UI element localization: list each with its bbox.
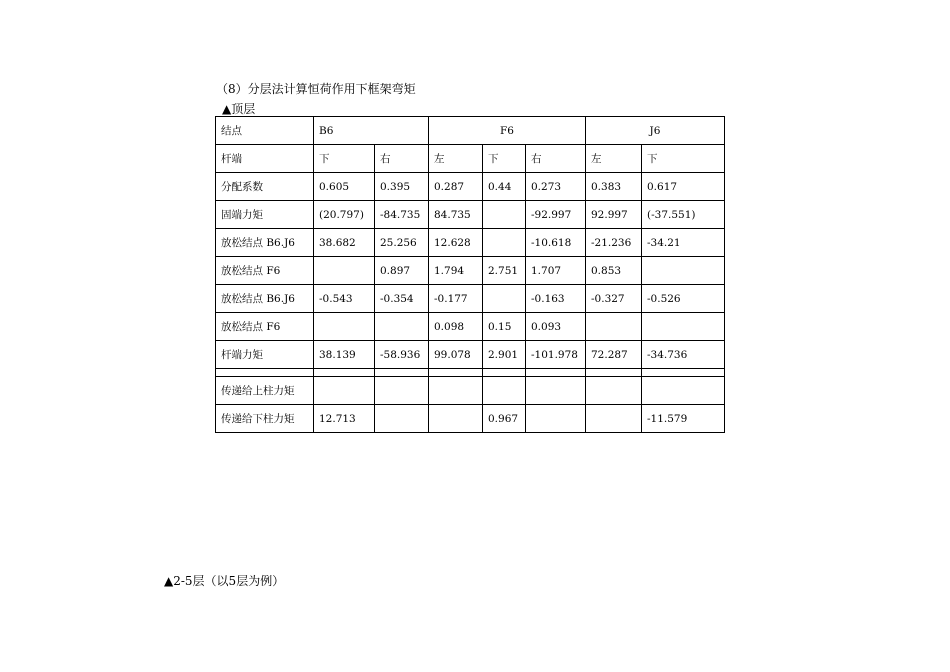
value-cell: [586, 405, 642, 433]
value-cell: [642, 257, 725, 285]
table-row: [216, 377, 725, 405]
moment-distribution-table: [215, 116, 725, 433]
value-cell: 下: [483, 145, 526, 173]
table-row: [216, 257, 725, 285]
value-cell: -0.327: [586, 285, 642, 313]
value-cell: [586, 377, 642, 405]
value-cell: 下: [642, 145, 725, 173]
value-cell: [314, 369, 375, 377]
table-row: [216, 229, 725, 257]
value-cell: -0.354: [375, 285, 429, 313]
value-cell: -11.579: [642, 405, 725, 433]
value-cell: 0.605: [314, 173, 375, 201]
value-cell: 左: [429, 145, 483, 173]
table-row: [216, 173, 725, 201]
table-row: [216, 145, 725, 173]
row-label-cell: 放松结点 B6.J6: [216, 285, 314, 313]
value-cell: -92.997: [526, 201, 586, 229]
table-header-row: [216, 117, 725, 145]
value-cell: 0.273: [526, 173, 586, 201]
header-cell-b6: B6: [314, 117, 429, 145]
value-cell: (20.797): [314, 201, 375, 229]
value-cell: 0.098: [429, 313, 483, 341]
table-row: [216, 285, 725, 313]
value-cell: -0.526: [642, 285, 725, 313]
value-cell: 下: [314, 145, 375, 173]
value-cell: (-37.551): [642, 201, 725, 229]
section-heading: （8）分层法计算恒荷作用下框架弯矩: [216, 82, 416, 96]
value-cell: [429, 377, 483, 405]
row-label-cell: [216, 369, 314, 377]
value-cell: -0.163: [526, 285, 586, 313]
row-label-cell: 分配系数: [216, 173, 314, 201]
table-row: [216, 201, 725, 229]
value-cell: 0.617: [642, 173, 725, 201]
value-cell: -34.21: [642, 229, 725, 257]
value-cell: 0.287: [429, 173, 483, 201]
row-label-cell: 杆端: [216, 145, 314, 173]
value-cell: 38.139: [314, 341, 375, 369]
floors-2-5-heading: ▲2-5层（以5层为例）: [164, 574, 285, 588]
header-cell-f6: F6: [429, 117, 586, 145]
value-cell: -21.236: [586, 229, 642, 257]
value-cell: 1.707: [526, 257, 586, 285]
row-label-cell: 放松结点 F6: [216, 313, 314, 341]
value-cell: [586, 369, 642, 377]
value-cell: [375, 313, 429, 341]
header-cell-node: 结点: [216, 117, 314, 145]
value-cell: [483, 377, 526, 405]
value-cell: -34.736: [642, 341, 725, 369]
value-cell: 左: [586, 145, 642, 173]
value-cell: [642, 369, 725, 377]
value-cell: 0.15: [483, 313, 526, 341]
value-cell: [586, 313, 642, 341]
value-cell: [429, 405, 483, 433]
table-row: [216, 369, 725, 377]
value-cell: 右: [526, 145, 586, 173]
value-cell: 99.078: [429, 341, 483, 369]
value-cell: [483, 229, 526, 257]
value-cell: 0.093: [526, 313, 586, 341]
value-cell: 2.751: [483, 257, 526, 285]
value-cell: [375, 405, 429, 433]
value-cell: 25.256: [375, 229, 429, 257]
value-cell: [642, 377, 725, 405]
value-cell: 0.967: [483, 405, 526, 433]
value-cell: 12.713: [314, 405, 375, 433]
value-cell: [375, 377, 429, 405]
row-label-cell: 杆端力矩: [216, 341, 314, 369]
value-cell: 84.735: [429, 201, 483, 229]
value-cell: [314, 257, 375, 285]
value-cell: [314, 377, 375, 405]
row-label-cell: 放松结点 B6.J6: [216, 229, 314, 257]
value-cell: -101.978: [526, 341, 586, 369]
value-cell: [483, 285, 526, 313]
value-cell: [375, 369, 429, 377]
top-floor-subheading: ▲顶层: [222, 102, 256, 116]
table-row: [216, 313, 725, 341]
value-cell: [483, 369, 526, 377]
row-label-cell: 放松结点 F6: [216, 257, 314, 285]
value-cell: -10.618: [526, 229, 586, 257]
row-label-cell: 传递给上柱力矩: [216, 377, 314, 405]
value-cell: 92.997: [586, 201, 642, 229]
value-cell: 0.853: [586, 257, 642, 285]
value-cell: 2.901: [483, 341, 526, 369]
value-cell: [526, 405, 586, 433]
value-cell: 右: [375, 145, 429, 173]
value-cell: 1.794: [429, 257, 483, 285]
value-cell: 0.395: [375, 173, 429, 201]
value-cell: [526, 377, 586, 405]
value-cell: 12.628: [429, 229, 483, 257]
value-cell: [483, 201, 526, 229]
value-cell: [429, 369, 483, 377]
value-cell: -84.735: [375, 201, 429, 229]
value-cell: -58.936: [375, 341, 429, 369]
row-label-cell: 固端力矩: [216, 201, 314, 229]
table-row: [216, 341, 725, 369]
value-cell: -0.177: [429, 285, 483, 313]
value-cell: 72.287: [586, 341, 642, 369]
value-cell: -0.543: [314, 285, 375, 313]
value-cell: 0.383: [586, 173, 642, 201]
row-label-cell: 传递给下柱力矩: [216, 405, 314, 433]
header-cell-j6: J6: [586, 117, 725, 145]
value-cell: 0.44: [483, 173, 526, 201]
value-cell: [642, 313, 725, 341]
table-row: [216, 405, 725, 433]
value-cell: 38.682: [314, 229, 375, 257]
value-cell: [314, 313, 375, 341]
value-cell: [526, 369, 586, 377]
value-cell: 0.897: [375, 257, 429, 285]
